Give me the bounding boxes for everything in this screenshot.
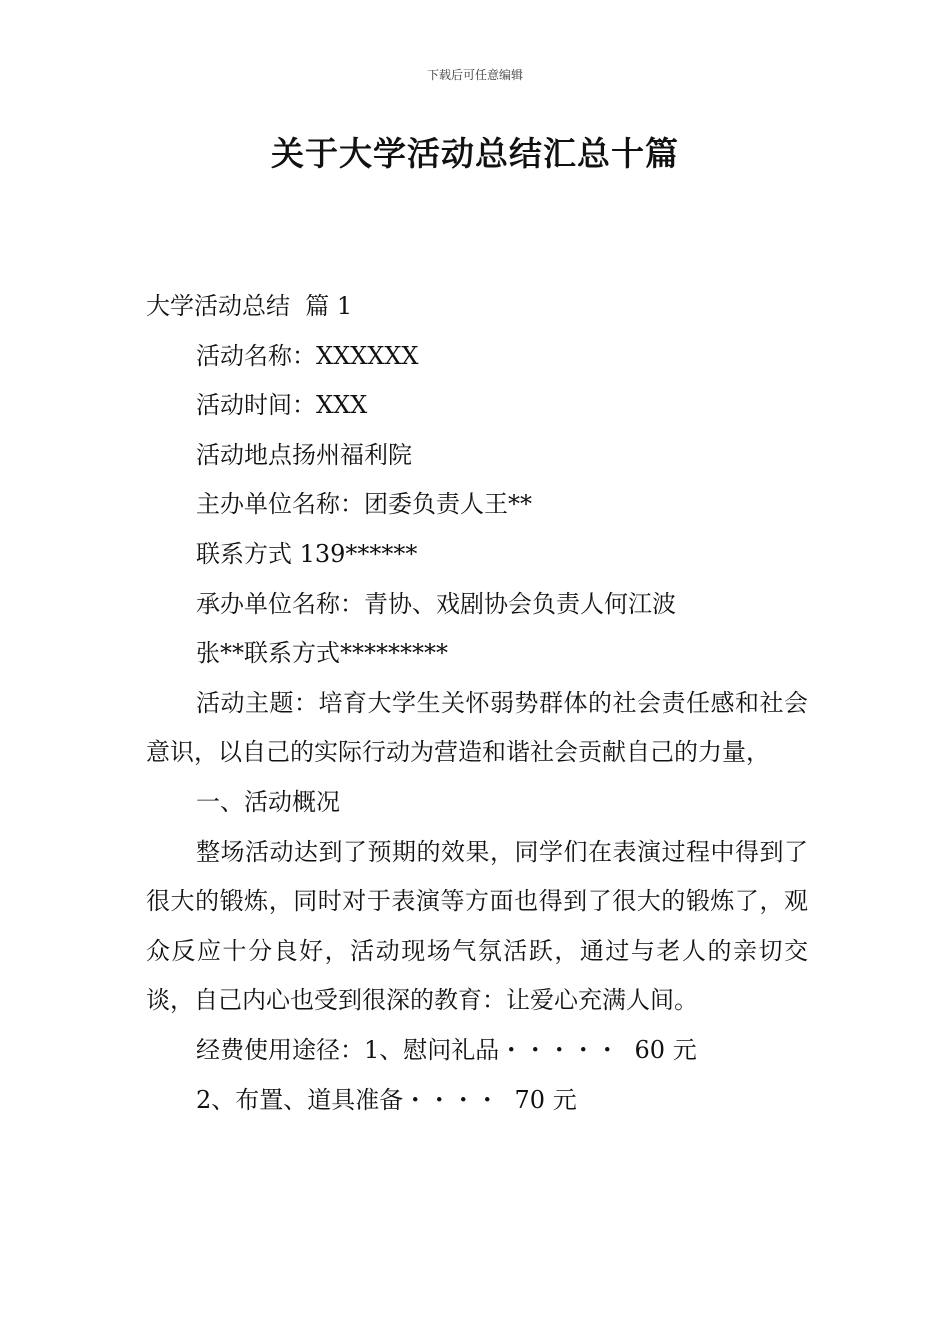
overview-heading: 一、活动概况 [196,787,340,816]
organizer-unit-line: 承办单位名称：青协、戏剧协会负责人何江波 [196,589,676,618]
activity-theme-paragraph: 活动主题：培育大学生关怀弱势群体的社会责任感和社会意识，以自己的实际行动为营造和谐社会贡献自己的力量， [146,688,808,767]
expense-line-2: 2、布置、道具准备・・・・ 70 元 [196,1085,577,1114]
activity-time-line: 活动时间：XXX [196,391,368,420]
host-unit-line: 主办单位名称：团委负责人王** [196,490,532,519]
activity-place-line: 活动地点扬州福利院 [196,440,412,469]
host-contact-line: 联系方式 139****** [196,539,418,568]
document-title: 关于大学活动总结汇总十篇 [271,134,679,173]
section-heading: 大学活动总结 篇 1 [146,292,353,320]
organizer-contact-line: 张**联系方式********* [196,639,448,668]
expense-line-1: 经费使用途径：1、慰问礼品・・・・・ 60 元 [196,1035,697,1064]
document-body [146,282,808,1125]
overview-paragraph: 整场活动达到了预期的效果，同学们在表演过程中得到了很大的锻炼，同时对于表演等方面也得到了很大的锻炼了，观众反应十分良好，活动现场气氛活跃，通过与老人的亲切交谈，自己内心也受到很深的教育：让爱心充满人间。 [146,837,808,1015]
activity-name-line: 活动名称：XXXXXX [196,341,419,370]
header-note: 下载后可任意编辑 [426,68,523,82]
